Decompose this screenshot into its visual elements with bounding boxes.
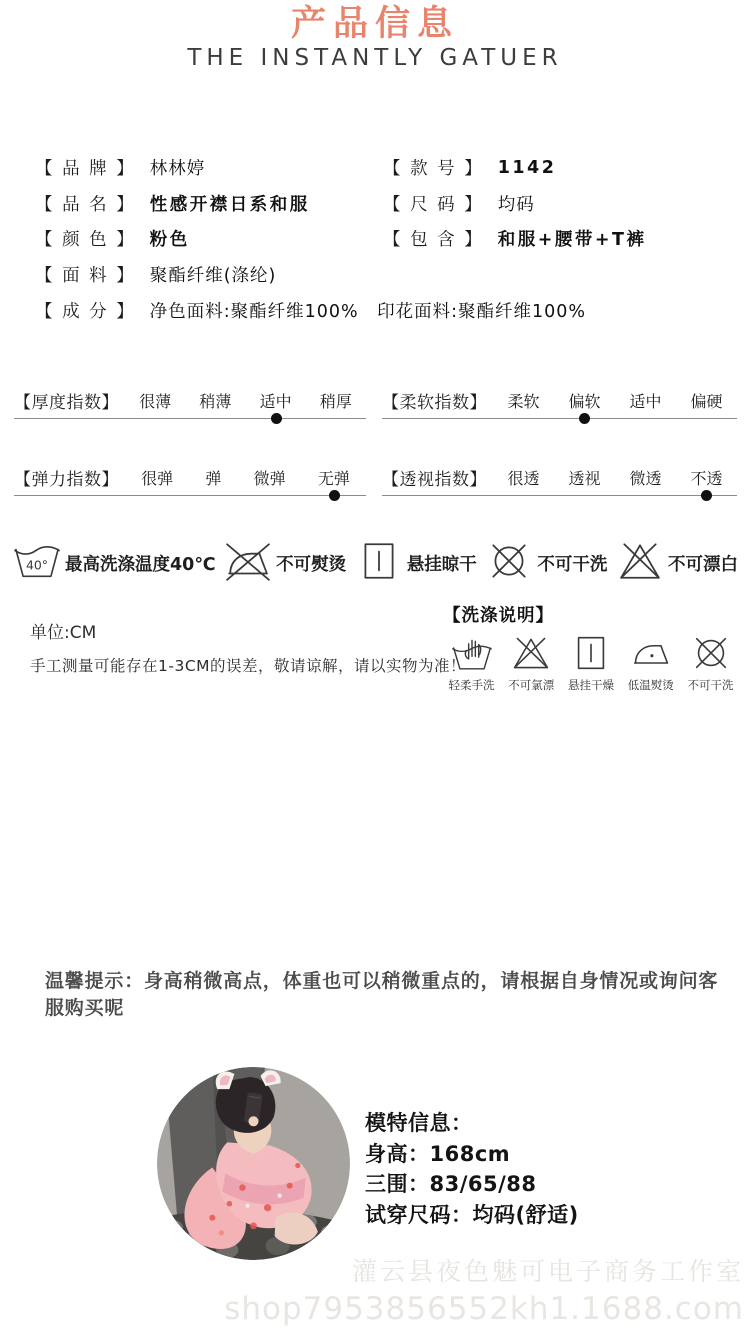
index-row [14,459,366,496]
index-option: 偏软 [568,391,601,411]
wash-40-icon [14,538,60,588]
index-option: 偏硬 [690,391,723,411]
unit-label: 单位:CM [30,623,97,643]
model-measurements: 三围：83/65/88 [365,1172,537,1196]
page-subtitle: THE INSTANTLY GATUER [187,45,563,71]
index-row [382,382,737,419]
index-label: 【柔软指数】 [382,392,487,413]
wash-item [503,632,560,693]
detail-row [383,150,646,186]
care-label: 不可干洗 [537,554,608,575]
warm-tip: 温馨提示：身高稍微高点，体重也可以稍微重点的，请根据自身情况或询问客服购买呢 [45,970,719,1019]
no-iron-icon [225,538,271,588]
index-option: 透视 [568,468,601,488]
care-item [225,538,346,588]
no-bleach-icon [503,632,560,674]
index-option: 不透 [690,468,723,488]
detail-value: 均码 [497,194,535,215]
wash-item-label: 悬挂干燥 [568,678,614,692]
model-fit-size: 试穿尺码：均码(舒适) [365,1202,579,1227]
wash-item-label: 不可干洗 [687,678,734,692]
index-dot-indicator [701,490,712,501]
index-dot-indicator [329,490,340,501]
care-label: 不可熨烫 [276,554,347,575]
index-label: 【厚度指数】 [14,392,119,413]
no-dry-clean-icon [682,632,739,674]
low-iron-icon [622,632,679,674]
care-icons-row [14,538,738,588]
detail-row [383,186,646,222]
detail-label: 【 颜 色 】 [35,230,136,251]
index-dot-indicator [271,413,282,424]
index-dot-indicator [579,413,590,424]
index-option: 适中 [629,391,662,411]
index-row [14,382,366,419]
index-option: 稍厚 [319,391,352,411]
detail-label: 【 款 号 】 [383,159,484,180]
detail-value: 林林婷 [149,159,206,180]
index-label: 【弹力指数】 [14,469,119,490]
watermark-shop-name: 灌云县夜色魅可电子商务工作室 [351,1257,744,1286]
model-photo [157,1067,350,1260]
wash-instructions [443,602,739,693]
detail-label: 【 品 牌 】 [35,159,136,180]
care-item [356,538,477,588]
index-option: 柔软 [507,391,540,411]
detail-label: 【 品 名 】 [35,194,136,215]
care-item [14,538,216,588]
detail-row [35,292,586,328]
index-option: 很薄 [139,391,172,411]
index-option: 很弹 [141,468,174,488]
index-label: 【透视指数】 [382,469,487,490]
detail-label: 【 尺 码 】 [383,194,484,215]
wash-item-label: 不可氯漂 [508,678,555,692]
model-info-title: 模特信息： [365,1111,473,1135]
details-right-column [383,150,646,257]
wash-instruction-items [443,632,739,693]
detail-value: 净色面料:聚酯纤维100% 印花面料:聚酯纤维100% [149,301,587,322]
index-option: 稍薄 [199,391,232,411]
detail-value: 聚酯纤维(涤纶) [149,266,277,287]
page-title: 产品信息 [290,4,459,44]
index-option: 适中 [259,391,292,411]
measure-note [30,618,466,676]
wash-item [622,632,679,693]
wash-item-label: 轻柔手洗 [448,678,495,692]
care-item [486,538,607,588]
wash-instructions-title: 【洗涤说明】 [443,606,554,626]
wash-item [682,632,739,693]
detail-value: 粉色 [149,230,190,251]
index-option: 微弹 [253,468,286,488]
model-height: 身高：168cm [365,1141,511,1166]
index-option: 无弹 [317,468,350,488]
wash-item [563,632,620,693]
index-option: 弹 [205,468,222,488]
detail-value: 1142 [497,157,557,178]
index-grid [14,382,737,496]
detail-row [383,221,646,257]
detail-label: 【 包 含 】 [383,230,484,251]
hand-wash-icon [443,632,500,674]
wash-item-label: 低温熨烫 [627,678,674,692]
svg-text:40°: 40° [25,557,49,573]
care-item [617,538,738,588]
care-label: 最高洗涤温度40℃ [65,554,216,575]
no-bleach-icon [617,538,663,588]
model-info [365,1108,579,1230]
detail-row [35,257,586,293]
care-label: 不可漂白 [667,554,738,575]
watermark-shop-url: shop7953856552kh1.1688.com [224,1291,744,1327]
wash-item [443,632,500,693]
hang-dry-icon [563,632,620,674]
detail-value: 和服+腰带+T裤 [497,230,647,251]
detail-value: 性感开襟日系和服 [149,194,310,215]
care-label: 悬挂晾干 [406,554,477,575]
model-photo-illustration [157,1067,350,1260]
no-dry-clean-icon [486,538,532,588]
detail-label: 【 成 分 】 [35,301,136,322]
index-option: 微透 [629,468,662,488]
measure-disclaimer: 手工测量可能存在1-3CM的误差，敬请谅解，请以实物为准！ [30,657,467,675]
index-option: 很透 [507,468,540,488]
watermark [224,1252,744,1327]
page-header [0,4,750,71]
index-row [382,459,737,496]
detail-label: 【 面 料 】 [35,266,136,287]
hang-dry-icon [356,538,402,588]
